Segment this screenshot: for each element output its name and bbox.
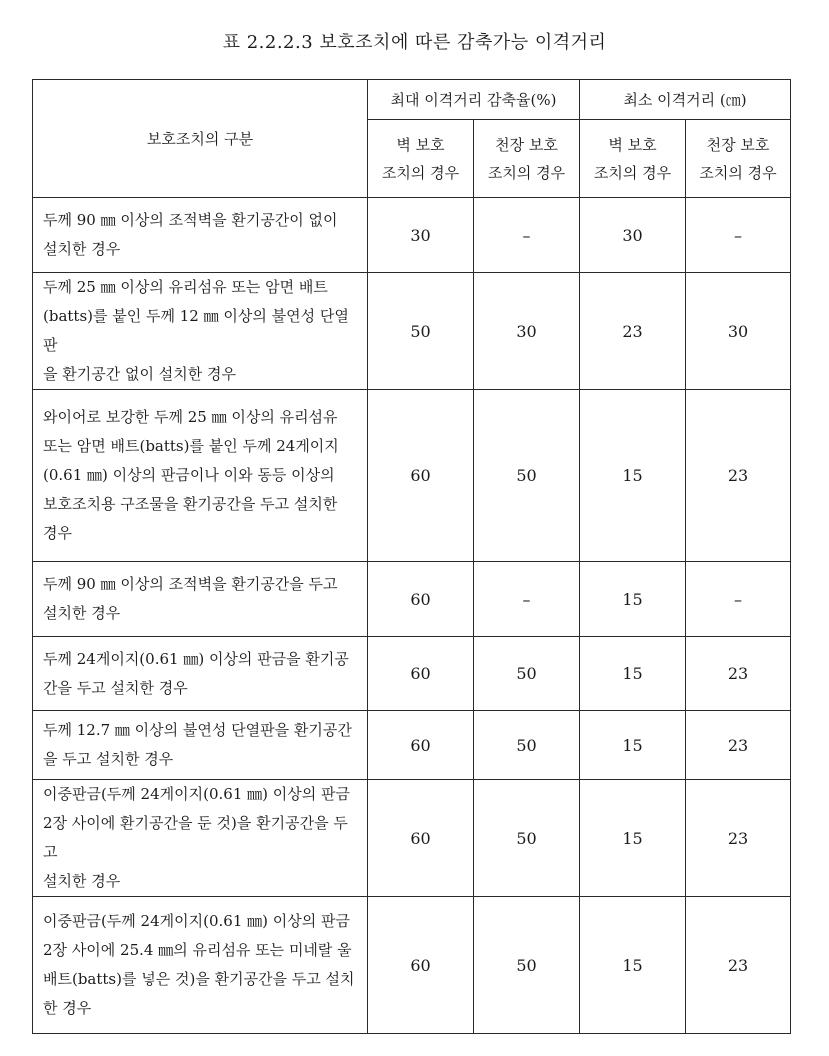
header-ceiling-distance <box>686 120 791 198</box>
cell-wall-distance: 15 <box>580 780 686 897</box>
cell-wall-reduction: 50 <box>368 273 474 390</box>
cell-wall-distance: 15 <box>580 562 686 637</box>
header-ceiling-line2: 조치의 경우 <box>699 163 777 182</box>
header-wall-distance <box>580 120 686 198</box>
cell-ceiling-distance: 23 <box>686 637 791 711</box>
header-ceiling-reduction <box>474 120 580 198</box>
cell-ceiling-reduction: – <box>474 562 580 637</box>
cell-wall-distance: 23 <box>580 273 686 390</box>
cell-ceiling-reduction: – <box>474 198 580 273</box>
cell-wall-reduction: 30 <box>368 198 474 273</box>
clearance-reduction-table <box>32 79 791 1034</box>
cell-ceiling-reduction: 50 <box>474 711 580 780</box>
cell-wall-reduction: 60 <box>368 780 474 897</box>
cell-ceiling-distance: 23 <box>686 897 791 1034</box>
row-description: 두께 90 ㎜ 이상의 조적벽을 환기공간이 없이 설치한 경우 <box>33 198 368 273</box>
cell-wall-reduction: 60 <box>368 637 474 711</box>
row-description: 두께 12.7 ㎜ 이상의 불연성 단열판을 환기공간 을 두고 설치한 경우 <box>33 711 368 780</box>
cell-ceiling-reduction: 30 <box>474 273 580 390</box>
table-row <box>33 897 791 1034</box>
row-description: 두께 24게이지(0.61 ㎜) 이상의 판금을 환기공 간을 두고 설치한 경우 <box>33 637 368 711</box>
cell-wall-reduction: 60 <box>368 562 474 637</box>
row-description: 두께 25 ㎜ 이상의 유리섬유 또는 암면 배트 (batts)를 붙인 두께 12 ㎜ 이상의 불연성 단열판 을 환기공간 없이 설치한 경우 <box>33 273 368 390</box>
cell-ceiling-distance: – <box>686 198 791 273</box>
table-row <box>33 562 791 637</box>
cell-wall-distance: 15 <box>580 897 686 1034</box>
cell-ceiling-reduction: 50 <box>474 390 580 562</box>
table-row <box>33 780 791 897</box>
header-wall-line2: 조치의 경우 <box>381 163 460 182</box>
row-description: 와이어로 보강한 두께 25 ㎜ 이상의 유리섬유 또는 암면 배트(batts)를 붙인 두께 24게이지 (0.61 ㎜) 이상의 판금이나 이와 동등 이상의 보호조치용 구조물을 환기공간을 두고 설치한 경우 <box>33 390 368 562</box>
table-row <box>33 711 791 780</box>
header-wall-line2: 조치의 경우 <box>593 163 672 182</box>
cell-wall-distance: 15 <box>580 637 686 711</box>
cell-ceiling-distance: 30 <box>686 273 791 390</box>
row-description: 이중판금(두께 24게이지(0.61 ㎜) 이상의 판금 2장 사이에 25.4 ㎜의 유리섬유 또는 미네랄 울 배트(batts)를 넣은 것)을 환기공간을 두고 설치 한 경우 <box>33 897 368 1034</box>
header-ceiling-line1: 천장 보호 <box>706 135 770 154</box>
cell-ceiling-distance: 23 <box>686 390 791 562</box>
header-max-reduction: 최대 이격거리 감축율(%) <box>368 80 580 120</box>
table-title: 표 2.2.2.3 보호조치에 따른 감축가능 이격거리 <box>222 32 607 53</box>
cell-ceiling-distance: 23 <box>686 711 791 780</box>
cell-wall-reduction: 60 <box>368 711 474 780</box>
cell-ceiling-reduction: 50 <box>474 637 580 711</box>
row-description: 두께 90 ㎜ 이상의 조적벽을 환기공간을 두고 설치한 경우 <box>33 562 368 637</box>
cell-wall-reduction: 60 <box>368 390 474 562</box>
header-category: 보호조치의 구분 <box>33 80 368 198</box>
cell-wall-distance: 30 <box>580 198 686 273</box>
header-ceiling-line1: 천장 보호 <box>495 135 558 154</box>
cell-ceiling-reduction: 50 <box>474 780 580 897</box>
table-row <box>33 198 791 273</box>
header-ceiling-line2: 조치의 경우 <box>487 163 566 182</box>
cell-ceiling-distance: 23 <box>686 780 791 897</box>
header-min-distance: 최소 이격거리 (㎝) <box>580 80 791 120</box>
header-wall-reduction <box>368 120 474 198</box>
cell-wall-distance: 15 <box>580 711 686 780</box>
table-row <box>33 637 791 711</box>
row-description: 이중판금(두께 24게이지(0.61 ㎜) 이상의 판금 2장 사이에 환기공간을 둔 것)을 환기공간을 두고 설치한 경우 <box>33 780 368 897</box>
header-wall-line1: 벽 보호 <box>396 135 445 154</box>
cell-wall-distance: 15 <box>580 390 686 562</box>
table-row <box>33 390 791 562</box>
header-wall-line1: 벽 보호 <box>608 135 657 154</box>
cell-ceiling-distance: – <box>686 562 791 637</box>
cell-wall-reduction: 60 <box>368 897 474 1034</box>
table-row <box>33 273 791 390</box>
cell-ceiling-reduction: 50 <box>474 897 580 1034</box>
